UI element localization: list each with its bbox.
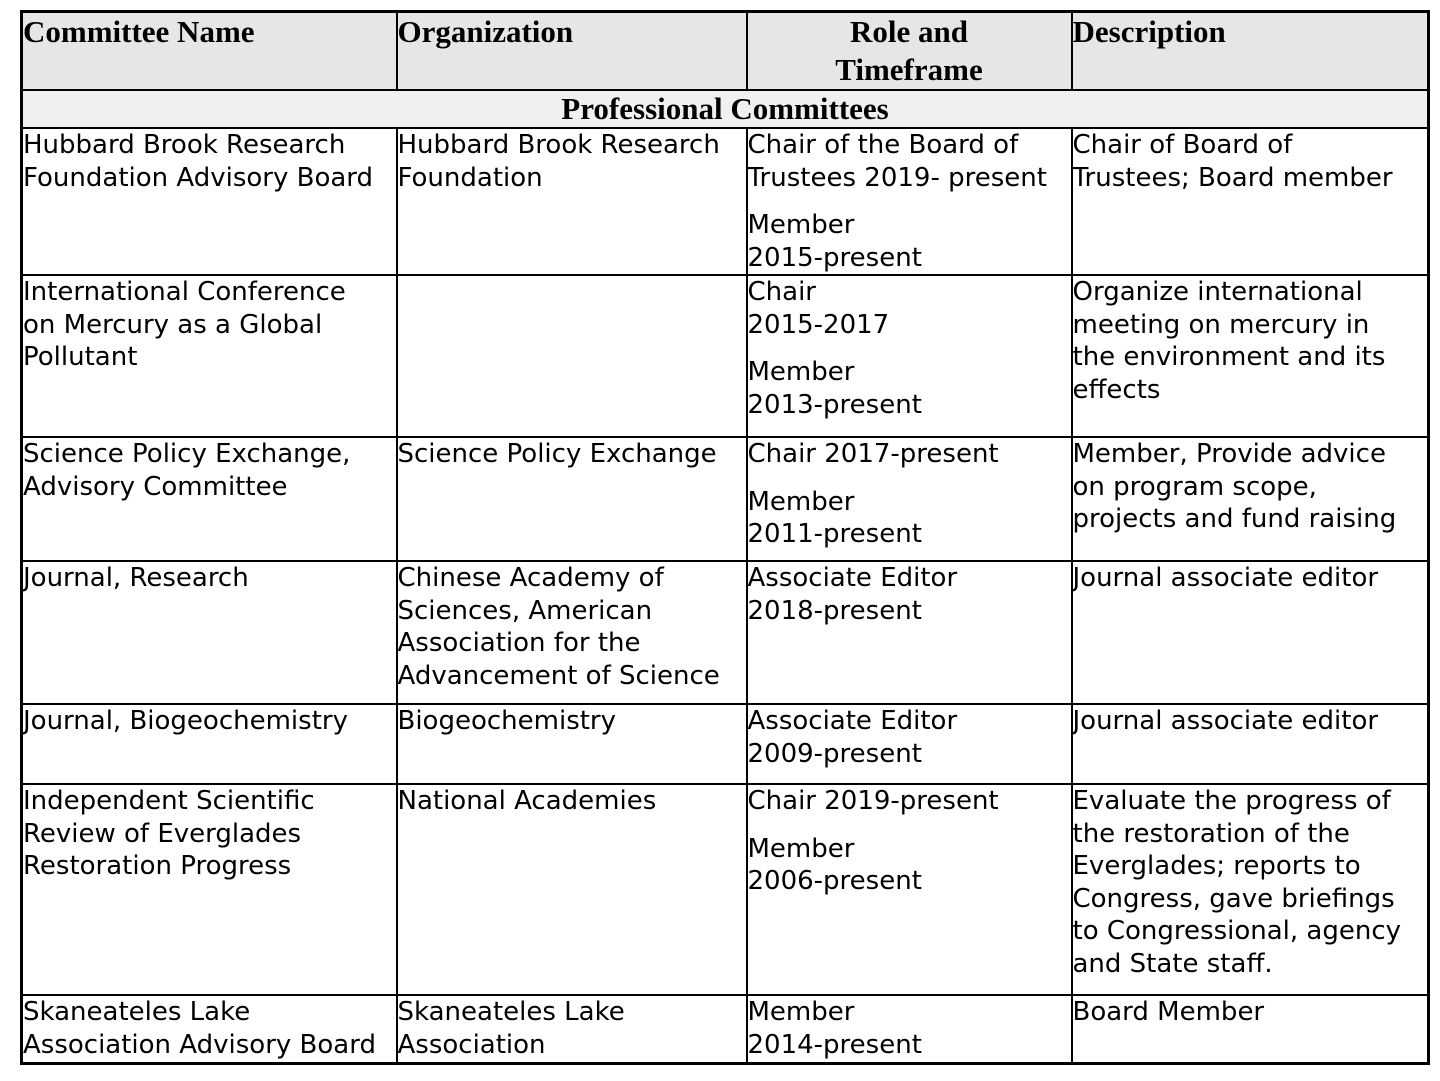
role-line: 2011-present — [747, 519, 922, 549]
committee-name-cell — [22, 275, 397, 437]
role-entry — [748, 833, 1071, 898]
committee-name-cell — [22, 437, 397, 561]
role-entry — [748, 562, 1071, 627]
committee-name-cell — [22, 995, 397, 1064]
committee-name-line: Foundation Advisory Board — [23, 162, 374, 193]
organization-line: Sciences, American — [397, 595, 653, 626]
description-line: and State staff. — [1072, 948, 1273, 979]
committee-name-line: Skaneateles Lake — [23, 997, 251, 1027]
header-role-and-timeframe — [747, 12, 1072, 91]
role-line: Chair 2017-present — [747, 439, 999, 469]
description-cell — [1072, 561, 1429, 704]
organization-line: Association — [397, 1029, 546, 1060]
organization-line: Foundation — [397, 162, 543, 193]
committee-name-line: Pollutant — [23, 342, 138, 372]
description-cell — [1072, 784, 1429, 995]
committee-name-line: Restoration Progress — [23, 851, 292, 881]
role-entry — [748, 705, 1071, 770]
description-line: Journal associate editor — [1072, 706, 1379, 736]
description-line: Everglades; reports to — [1072, 851, 1361, 881]
description-line: the environment and its — [1072, 342, 1386, 372]
role-line: Associate Editor — [747, 706, 958, 736]
description-line: the restoration of the — [1072, 818, 1350, 849]
role-line: Member — [747, 357, 855, 387]
committee-name-line: Review of Everglades — [23, 818, 302, 849]
committee-name-line: Journal, Biogeochemistry — [23, 706, 348, 736]
section-row — [22, 90, 1429, 128]
committee-name-line: Journal, Research — [23, 563, 249, 593]
committee-name-line: Independent Scientific — [23, 786, 315, 816]
description-line: projects and fund raising — [1072, 504, 1397, 534]
committee-name-line: Science Policy Exchange, — [23, 439, 351, 469]
role-timeframe-cell — [747, 561, 1072, 704]
role-line: Chair of the Board of — [747, 130, 1019, 160]
role-line: 2015-2017 — [747, 309, 890, 340]
description-line: Evaluate the progress of — [1072, 786, 1391, 816]
table-row — [22, 704, 1429, 784]
table-row — [22, 561, 1429, 704]
role-line: Member — [747, 833, 855, 864]
organization-line: Science Policy Exchange — [397, 439, 717, 469]
description-line: Member, Provide advice — [1072, 439, 1386, 469]
role-timeframe-cell — [747, 995, 1072, 1064]
role-timeframe-cell — [747, 128, 1072, 275]
role-line: 2015-present — [747, 242, 922, 273]
table-row — [22, 437, 1429, 561]
description-line: Chair of Board of — [1072, 130, 1293, 160]
role-line: Chair 2019-present — [747, 786, 999, 816]
organization-line: Skaneateles Lake — [397, 997, 625, 1027]
table-row — [22, 784, 1429, 995]
role-line: Member — [747, 486, 855, 517]
role-timeframe-cell — [747, 437, 1072, 561]
role-line: 2014-present — [747, 1029, 922, 1060]
role-entry — [748, 209, 1071, 274]
role-timeframe-cell — [747, 275, 1072, 437]
role-line: Member — [747, 997, 855, 1027]
organization-cell — [397, 561, 747, 704]
committee-name-line: Hubbard Brook Research — [23, 130, 346, 160]
organization-cell — [397, 784, 747, 995]
table-row — [22, 128, 1429, 275]
table-row — [22, 995, 1429, 1064]
table-row — [22, 275, 1429, 437]
organization-cell — [397, 128, 747, 275]
organization-line: Biogeochemistry — [397, 706, 617, 736]
organization-line: Advancement of Science — [397, 660, 720, 691]
committee-name-line: Association Advisory Board — [23, 1029, 376, 1060]
header-organization: Organization — [397, 12, 747, 91]
role-entry — [748, 129, 1071, 194]
role-entry — [748, 276, 1071, 341]
committee-name-cell — [22, 128, 397, 275]
role-line: Associate Editor — [747, 563, 958, 593]
committee-name-cell — [22, 704, 397, 784]
header-description: Description — [1072, 12, 1429, 91]
organization-cell — [397, 995, 747, 1064]
role-line: Chair — [747, 277, 816, 307]
organization-line: Association for the — [397, 628, 641, 658]
committees-table — [20, 10, 1430, 1065]
description-line: meeting on mercury in — [1072, 309, 1370, 340]
organization-cell — [397, 275, 747, 437]
organization-cell — [397, 704, 747, 784]
role-entry — [748, 356, 1071, 421]
organization-cell — [397, 437, 747, 561]
organization-line: Chinese Academy of — [397, 563, 664, 593]
description-line: on program scope, — [1072, 471, 1317, 502]
role-entry — [748, 486, 1071, 551]
organization-line: Hubbard Brook Research — [397, 130, 720, 160]
committee-name-cell — [22, 784, 397, 995]
role-line: 2006-present — [747, 866, 922, 896]
role-timeframe-cell — [747, 784, 1072, 995]
description-cell — [1072, 128, 1429, 275]
committee-name-line: on Mercury as a Global — [23, 309, 323, 340]
role-entry — [748, 996, 1071, 1061]
description-line: effects — [1072, 374, 1161, 405]
role-line: Trustees 2019- present — [747, 162, 1047, 193]
committee-name-line: International Conference — [23, 277, 346, 307]
description-line: to Congressional, agency — [1072, 916, 1402, 946]
organization-line: National Academies — [397, 786, 657, 816]
header-committee-name: Committee Name — [22, 12, 397, 91]
committee-name-cell — [22, 561, 397, 704]
role-entry — [748, 438, 1071, 471]
role-line: 2013-present — [747, 389, 922, 420]
role-line: 2009-present — [747, 738, 922, 769]
description-line: Congress, gave briefings — [1072, 883, 1395, 914]
header-row — [22, 12, 1429, 91]
description-cell — [1072, 275, 1429, 437]
role-timeframe-cell — [747, 704, 1072, 784]
description-line: Journal associate editor — [1072, 563, 1379, 593]
description-line: Board Member — [1072, 997, 1265, 1027]
header-role-line-1: Role and — [850, 14, 968, 49]
description-cell — [1072, 704, 1429, 784]
description-cell — [1072, 995, 1429, 1064]
description-line: Organize international — [1072, 277, 1363, 307]
description-line: Trustees; Board member — [1072, 162, 1393, 193]
role-entry — [748, 785, 1071, 818]
header-role-line-2: Timeframe — [835, 52, 983, 87]
role-line: Member — [747, 210, 855, 240]
role-line: 2018-present — [747, 595, 922, 626]
committee-name-line: Advisory Committee — [23, 471, 288, 502]
description-cell — [1072, 437, 1429, 561]
section-title: Professional Committees — [22, 90, 1429, 128]
